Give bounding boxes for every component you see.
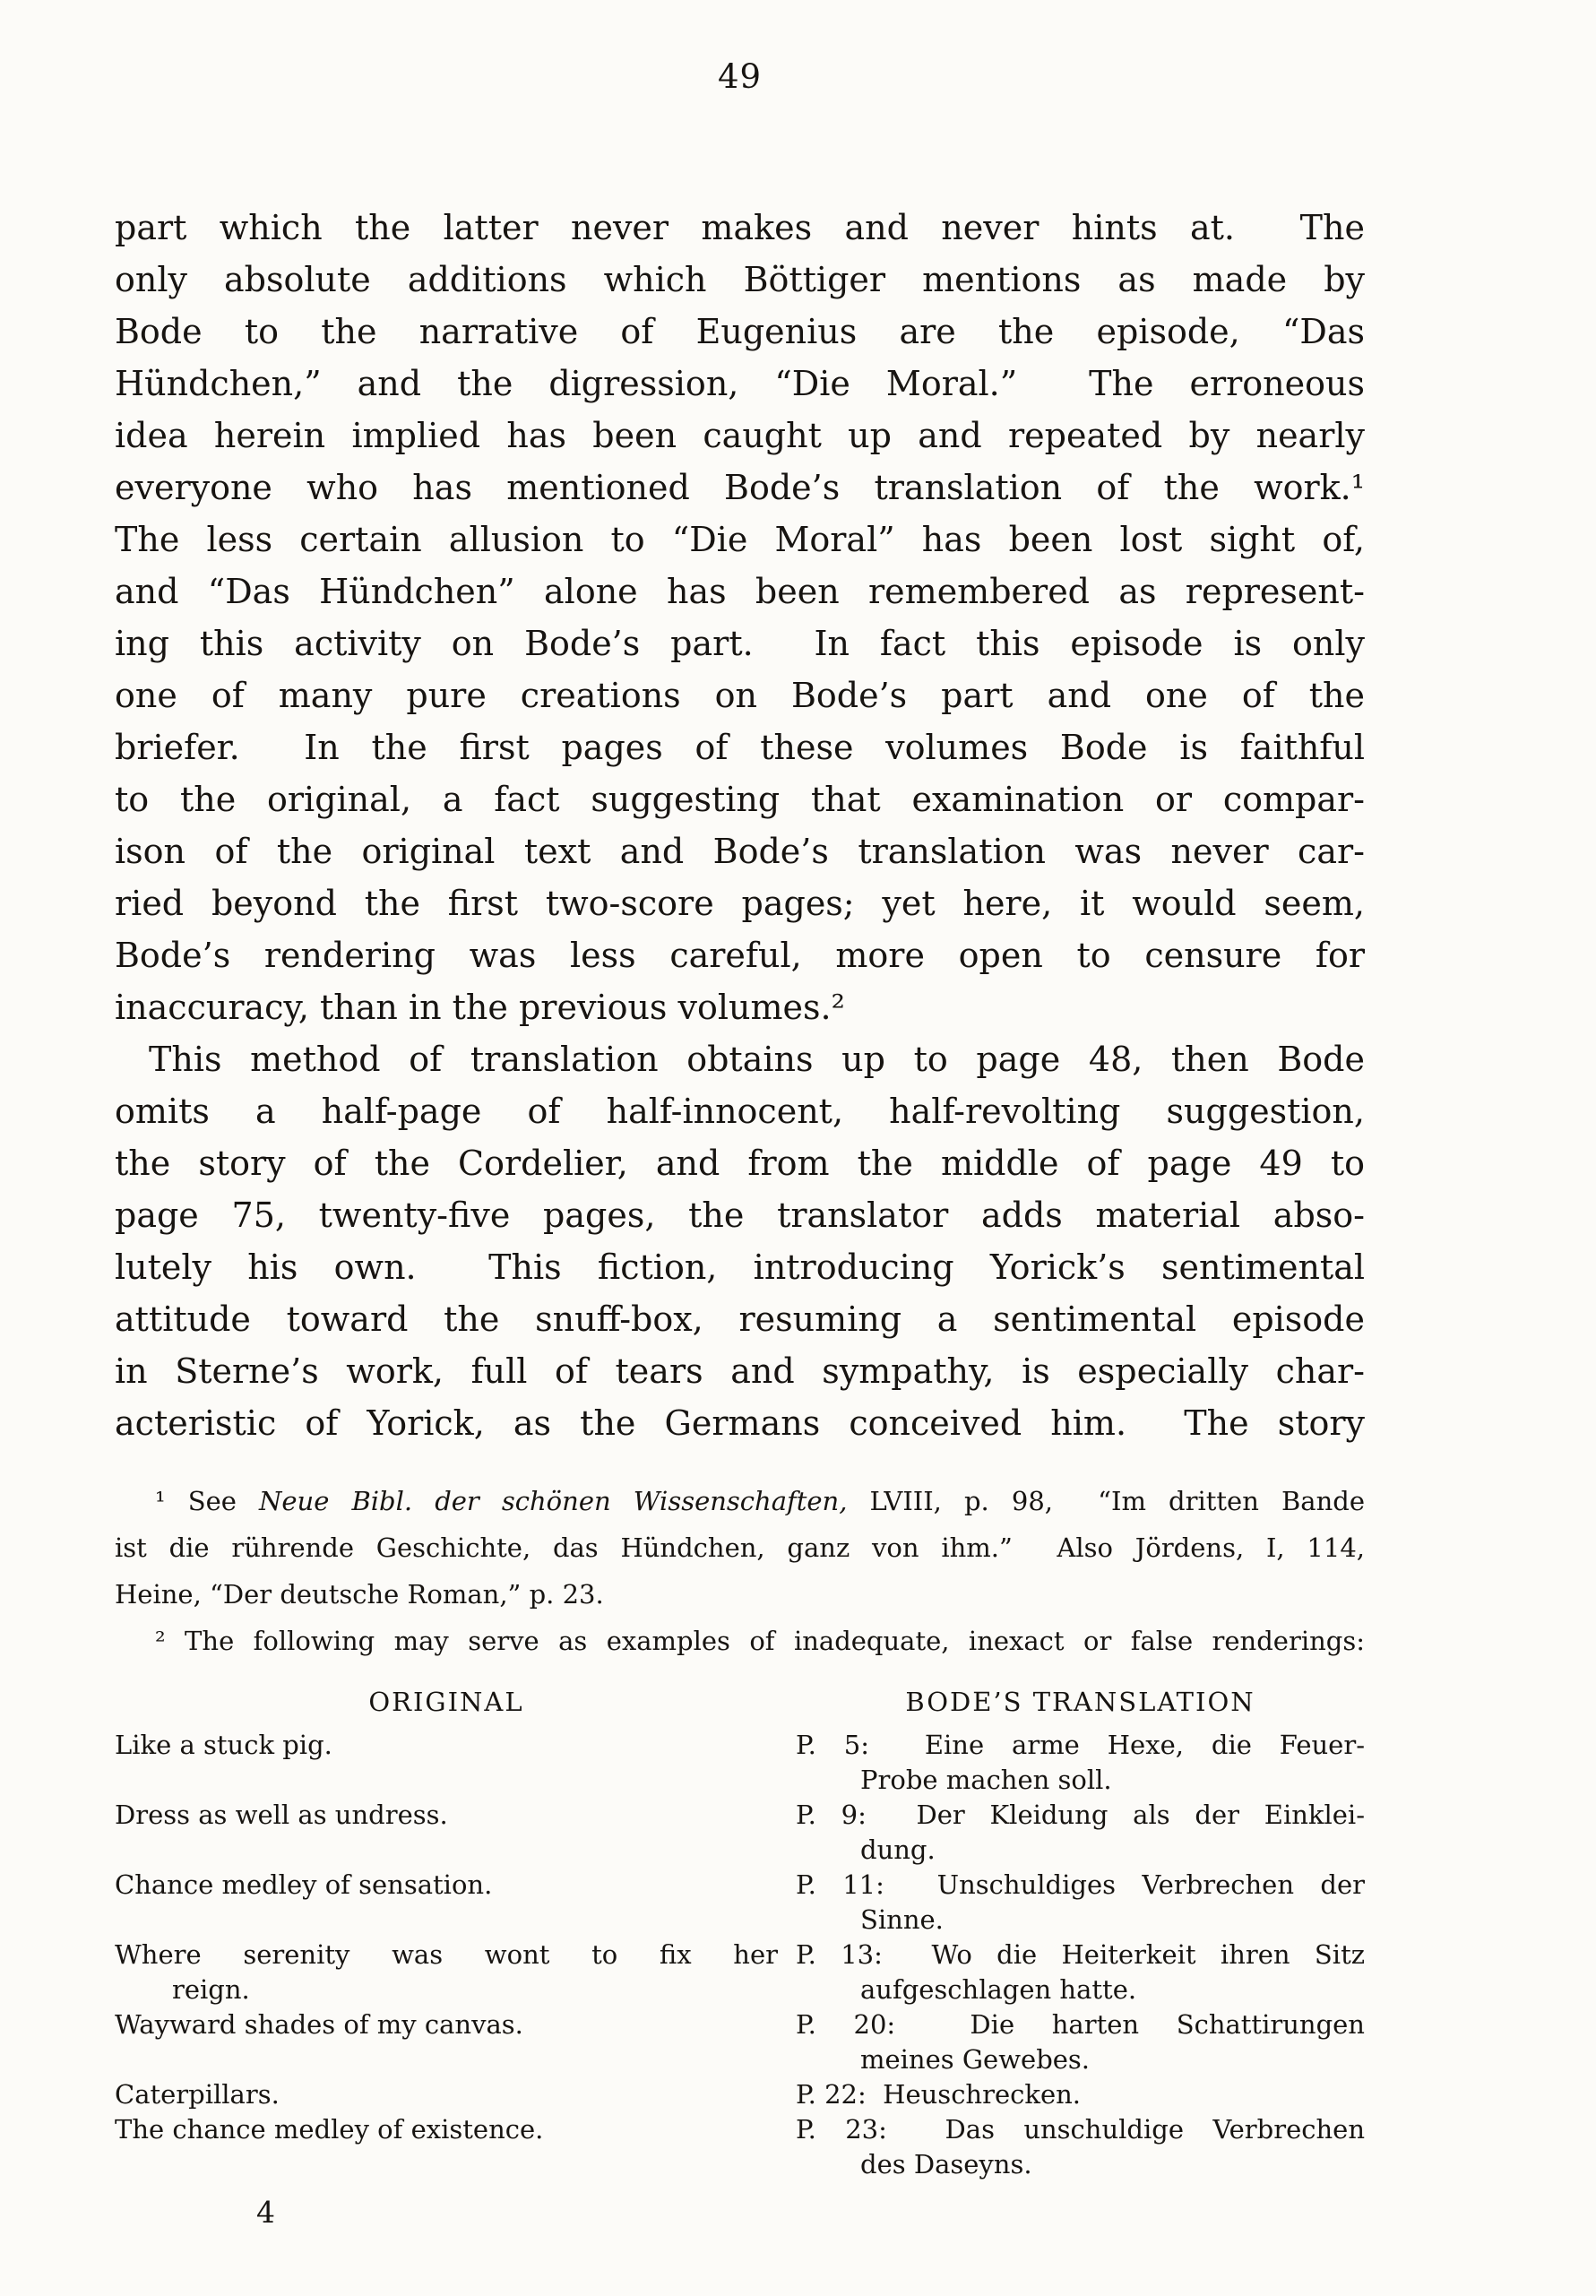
text-line: lutely his own. This fiction, introducing Yorick’s sentimental	[115, 1247, 1365, 1287]
text-line: Chance medley of sensation.	[115, 1869, 493, 1900]
text-line: and “Das Hündchen” alone has been remembered as represent-	[115, 572, 1365, 611]
original-cell	[115, 1728, 778, 1798]
text-line: Dress as well as undress.	[115, 1800, 448, 1830]
table-header-row	[115, 1684, 1365, 1720]
text-line: briefer. In the first pages of these volumes Bode is faithful	[115, 728, 1365, 767]
footnote-1-suffix: LVIII, p. 98, “Im dritten Bande	[847, 1486, 1365, 1516]
text-line: P. 22: Heuschrecken.	[796, 2079, 1082, 2110]
text-line: P. 11: Unschuldiges Verbrechen der	[796, 1869, 1365, 1900]
text-line: P. 23: Das unschuldige Verbrechen	[796, 2114, 1365, 2145]
text-line: part which the latter never makes and never hints at. The	[115, 208, 1365, 247]
table-body	[115, 1728, 1365, 2182]
text-line: Hündchen,” and the digression, “Die Moral.” The erroneous	[115, 364, 1365, 403]
table-header-original: ORIGINAL	[368, 1687, 524, 1717]
text-line: aufgeschlagen hatte.	[860, 1974, 1137, 2005]
text-line: to the original, a fact suggesting that examination or compar-	[115, 780, 1365, 819]
text-line: Bode’s rendering was less careful, more open to censure for	[115, 936, 1365, 975]
original-cell	[115, 1868, 778, 1938]
text-line: This method of translation obtains up to page 48, then Bode	[149, 1040, 1365, 1079]
comparison-table	[115, 1684, 1365, 2182]
translation-cell	[796, 1938, 1365, 2007]
text-line: Probe machen soll.	[860, 1765, 1112, 1795]
original-cell	[115, 1938, 778, 2007]
table-row	[115, 1938, 1365, 2007]
text-line: Like a stuck pig.	[115, 1730, 332, 1760]
text-line: P. 5: Eine arme Hexe, die Feuer-	[796, 1730, 1365, 1760]
signature-mark: 4	[256, 2195, 275, 2230]
text-line: idea herein implied has been caught up and repeated by nearly	[115, 416, 1365, 455]
paragraph	[115, 1033, 1365, 1449]
footnote-2	[115, 1618, 1365, 1664]
text-line: Bode to the narrative of Eugenius are the episode, “Das	[115, 312, 1365, 351]
text-line: ison of the original text and Bode’s translation was never car-	[115, 832, 1365, 871]
footnote-1-prefix: ¹ See	[155, 1486, 259, 1516]
text-line: in Sterne’s work, full of tears and sympathy, is especially char-	[115, 1351, 1365, 1391]
original-cell	[115, 2007, 778, 2077]
text-line: one of many pure creations on Bode’s part and one of the	[115, 676, 1365, 715]
table-row	[115, 1868, 1365, 1938]
text-line: ² The following may serve as examples of inadequate, inexact or false renderings:	[155, 1626, 1365, 1656]
text-line: des Daseyns.	[860, 2149, 1032, 2179]
translation-cell	[796, 2112, 1365, 2182]
text-line: ing this activity on Bode’s part. In fact this episode is only	[115, 624, 1365, 663]
text-line: inaccuracy, than in the previous volumes.²	[115, 988, 845, 1027]
page-number: 49	[717, 57, 763, 96]
original-cell	[115, 1798, 778, 1868]
text-line: reign.	[172, 1974, 250, 2005]
text-line: ist die rührende Geschichte, das Hündchen, ganz von ihm.” Also Jördens, I, 114,	[115, 1532, 1365, 1563]
table-row	[115, 1798, 1365, 1868]
footnote-1-italic-title: Neue Bibl. der schönen Wissenschaften,	[259, 1486, 848, 1516]
main-text	[115, 202, 1365, 1449]
text-line: P. 20: Die harten Schattirungen	[796, 2009, 1365, 2040]
text-line: only absolute additions which Böttiger mentions as made by	[115, 260, 1365, 299]
text-line: page 75, twenty-five pages, the translator adds material abso-	[115, 1195, 1365, 1235]
text-line: Wayward shades of my canvas.	[115, 2009, 523, 2040]
translation-cell	[796, 2077, 1365, 2112]
text-line: meines Gewebes.	[860, 2044, 1091, 2075]
text-line: omits a half-page of half-innocent, half-revolting suggestion,	[115, 1092, 1365, 1131]
table-row	[115, 2007, 1365, 2077]
text-line: acteristic of Yorick, as the Germans conceived him. The story	[115, 1403, 1365, 1443]
text-line: P. 9: Der Kleidung als der Einklei-	[796, 1800, 1365, 1830]
text-line: ried beyond the first two-score pages; yet here, it would seem,	[115, 884, 1365, 923]
original-cell	[115, 2077, 778, 2112]
text-line: dung.	[860, 1834, 936, 1865]
text-line	[115, 1478, 1365, 1524]
table-row	[115, 2077, 1365, 2112]
text-line: everyone who has mentioned Bode’s translation of the work.¹	[115, 468, 1365, 507]
footnote-1	[115, 1478, 1365, 1618]
text-line: Sinne.	[860, 1904, 944, 1935]
text-line: Caterpillars.	[115, 2079, 280, 2110]
text-line: P. 13: Wo die Heiterkeit ihren Sitz	[796, 1939, 1365, 1970]
paragraph	[115, 202, 1365, 1033]
text-block	[115, 57, 1365, 2231]
table-row	[115, 2112, 1365, 2182]
table-header-translation: BODE’S TRANSLATION	[905, 1687, 1255, 1717]
translation-cell	[796, 1868, 1365, 1938]
translation-cell	[796, 2007, 1365, 2077]
translation-cell	[796, 1798, 1365, 1868]
text-line: Heine, “Der deutsche Roman,” p. 23.	[115, 1579, 604, 1610]
text-line: Where serenity was wont to fix her	[115, 1939, 778, 1970]
original-cell	[115, 2112, 778, 2182]
footnotes	[115, 1478, 1365, 1664]
translation-cell	[796, 1728, 1365, 1798]
table-row	[115, 1728, 1365, 1798]
text-line: The less certain allusion to “Die Moral” has been lost sight of,	[115, 520, 1365, 559]
text-line: The chance medley of existence.	[115, 2114, 544, 2145]
text-line: attitude toward the snuff-box, resuming a sentimental episode	[115, 1299, 1365, 1339]
text-line: the story of the Cordelier, and from the middle of page 49 to	[115, 1144, 1365, 1183]
